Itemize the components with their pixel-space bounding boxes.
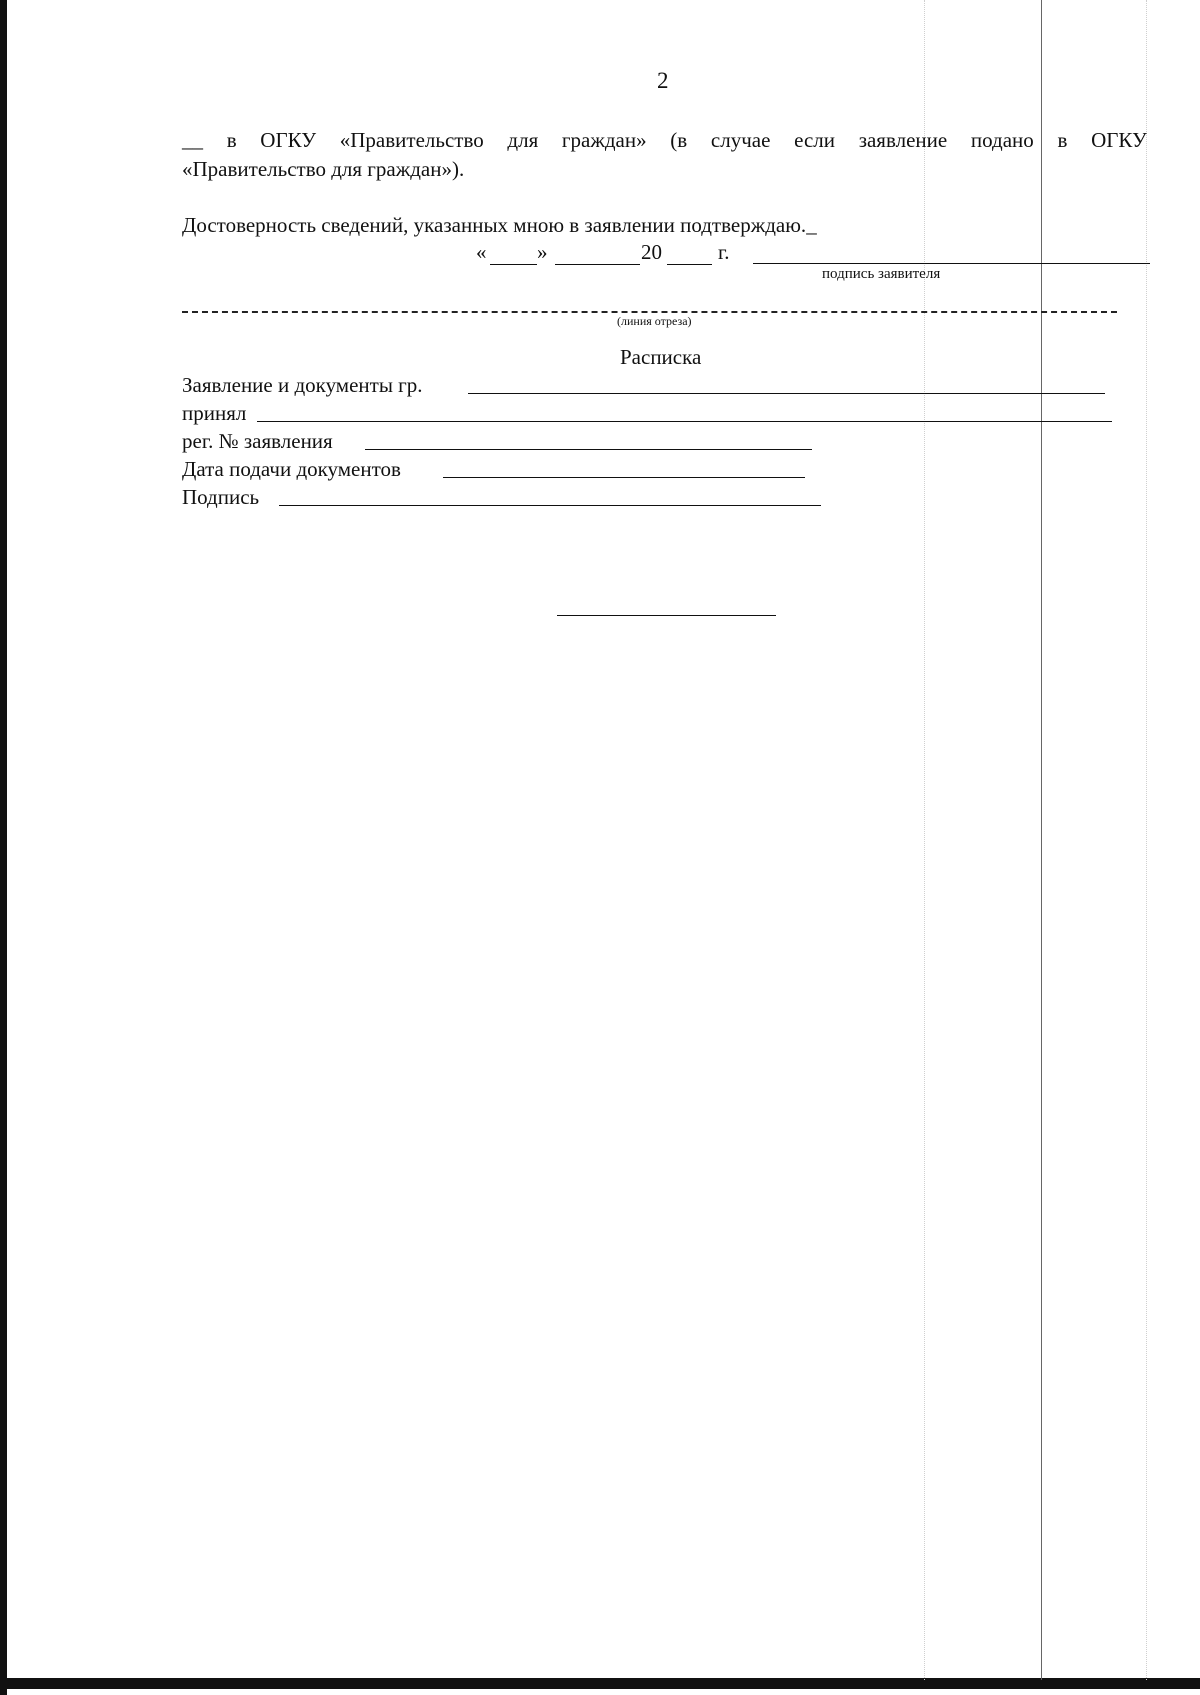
word: в	[226, 128, 237, 152]
word: подано	[970, 128, 1034, 152]
word: для	[507, 128, 539, 152]
word: граждан»	[561, 128, 647, 152]
word: (в	[670, 128, 688, 152]
blank-field: __	[182, 128, 203, 152]
field-label-signature: Подпись	[182, 485, 260, 509]
cut-line	[182, 311, 1117, 313]
field-line-date	[443, 477, 805, 478]
scan-streak	[1146, 0, 1148, 1680]
cut-line-caption: (линия отреза)	[617, 314, 692, 328]
field-line-applicant	[468, 393, 1105, 394]
end-separator	[557, 615, 776, 616]
word: ОГКУ	[260, 128, 317, 152]
field-label-date: Дата подачи документов	[182, 457, 401, 481]
year-suffix: г.	[718, 240, 730, 264]
page-number: 2	[657, 68, 669, 93]
word: случае	[710, 128, 771, 152]
close-quote: »	[537, 240, 548, 264]
field-line-reg-number	[365, 449, 812, 450]
year-prefix: 20	[641, 240, 662, 264]
paragraph-line-1	[182, 128, 1147, 153]
blank-field: _	[806, 213, 817, 237]
receipt-title: Расписка	[620, 345, 702, 369]
field-label-reg-number: рег. № заявления	[182, 429, 333, 453]
confirmation-text	[182, 213, 817, 238]
field-line-accepted-by	[257, 421, 1112, 422]
confirmation-sentence: Достоверность сведений, указанных мною в заявлении подтверждаю.	[182, 213, 807, 237]
word: «Правительство	[339, 128, 484, 152]
scan-border-bottom	[0, 1678, 1200, 1689]
field-label-applicant: Заявление и документы гр.	[182, 373, 423, 397]
word: если	[794, 128, 835, 152]
field-line-signature	[279, 505, 821, 506]
applicant-signature-line	[753, 263, 1150, 264]
scan-streak	[924, 0, 926, 1680]
word: заявление	[858, 128, 948, 152]
scan-border-left	[0, 0, 7, 1695]
word: в	[1057, 128, 1068, 152]
day-blank-line	[490, 264, 537, 265]
month-blank-line	[555, 264, 640, 265]
year-blank-line	[667, 264, 712, 265]
signature-caption: подпись заявителя	[822, 266, 941, 282]
field-label-accepted-by: принял	[182, 401, 247, 425]
open-quote: «	[476, 240, 487, 264]
paragraph-line-2: «Правительство для граждан»).	[182, 157, 465, 181]
scan-fold-line	[1041, 0, 1042, 1680]
word: ОГКУ	[1091, 128, 1147, 152]
